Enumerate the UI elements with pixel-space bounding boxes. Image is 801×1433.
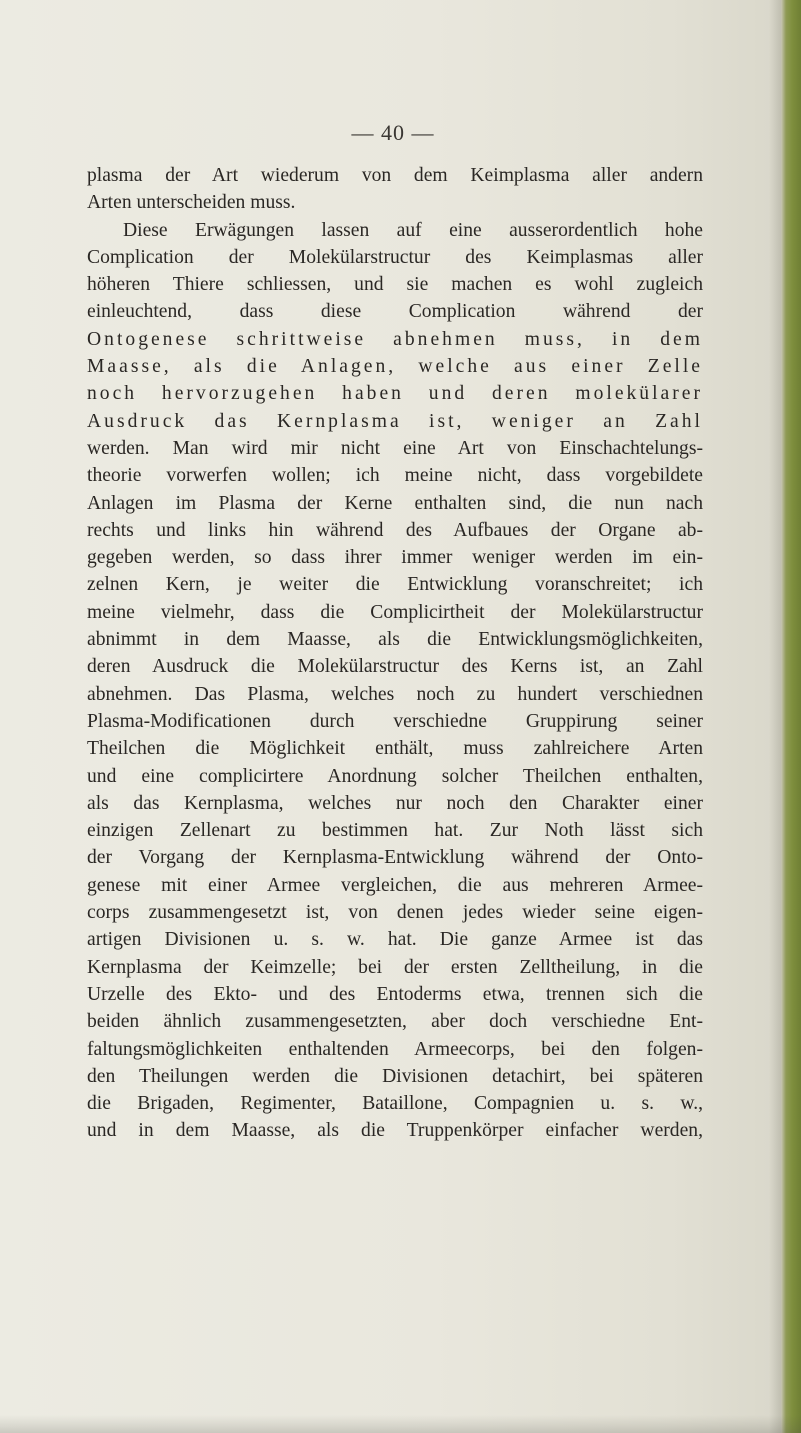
text-line: noch hervorzugehen haben und deren molekülarer xyxy=(87,383,703,405)
text-line: Ontogenese schrittweise abnehmen muss, in dem xyxy=(87,328,703,350)
text-line: werden. Man wird mir nicht eine Art von Einschachtelungs- xyxy=(87,437,703,459)
text-line: Arten unterscheiden muss. xyxy=(87,192,296,214)
page-number: — 40 — xyxy=(351,120,435,145)
text-line: Diese Erwägungen lassen auf eine ausserordentlich hohe xyxy=(123,219,703,241)
text-line: Complication der Molekülarstructur des Keimplasmas aller xyxy=(87,246,703,268)
text-line: Anlagen im Plasma der Kerne enthalten sind, die nun nach xyxy=(87,492,703,514)
text-line: und eine complicirtere Anordnung solcher Theilchen enthalten, xyxy=(87,765,703,787)
text-line: deren Ausdruck die Molekülarstructur des Kerns ist, an Zahl xyxy=(87,656,703,678)
text-line: corps zusammengesetzt ist, von denen jedes wieder seine eigen- xyxy=(87,902,703,924)
text-line: den Theilungen werden die Divisionen detachirt, bei späteren xyxy=(87,1065,703,1087)
text-line: beiden ähnlich zusammengesetzten, aber doch verschiedne Ent- xyxy=(87,1011,703,1033)
text-line: artigen Divisionen u. s. w. hat. Die ganze Armee ist das xyxy=(87,929,703,951)
text-line: Plasma-Modificationen durch verschiedne Gruppirung seiner xyxy=(87,710,703,732)
text-line: Maasse, als die Anlagen, welche aus einer Zelle xyxy=(87,356,703,378)
text-line: einzigen Zellenart zu bestimmen hat. Zur Noth lässt sich xyxy=(87,820,703,842)
text-line: Ausdruck das Kernplasma ist, weniger an Zahl xyxy=(87,410,703,432)
text-line: die Brigaden, Regimenter, Bataillone, Compagnien u. s. w., xyxy=(87,1093,703,1115)
text-line: und in dem Maasse, als die Truppenkörper einfacher werden, xyxy=(87,1120,703,1142)
body-text xyxy=(87,162,703,1145)
text-line: abnehmen. Das Plasma, welches noch zu hundert verschiednen xyxy=(87,683,703,705)
text-line: theorie vorwerfen wollen; ich meine nicht, dass vorgebildete xyxy=(87,465,703,487)
page-bottom-edge xyxy=(0,1415,801,1433)
text-line: Urzelle des Ekto- und des Entoderms etwa, trennen sich die xyxy=(87,983,703,1005)
text-line: Kernplasma der Keimzelle; bei der ersten Zelltheilung, in die xyxy=(87,956,703,978)
book-binding-edge xyxy=(781,0,801,1433)
text-line: plasma der Art wiederum von dem Keimplasma aller andern xyxy=(87,165,703,186)
text-line: der Vorgang der Kernplasma-Entwicklung während der Onto- xyxy=(87,847,703,869)
text-line: faltungsmöglichkeiten enthaltenden Armeecorps, bei den folgen- xyxy=(87,1038,703,1060)
text-line: zelnen Kern, je weiter die Entwicklung voranschreitet; ich xyxy=(87,574,703,596)
text-line: Theilchen die Möglichkeit enthält, muss zahlreichere Arten xyxy=(87,738,703,760)
text-line: einleuchtend, dass diese Complication während der xyxy=(87,301,703,323)
text-line: höheren Thiere schliessen, und sie machen es wohl zugleich xyxy=(87,274,703,296)
text-line: meine vielmehr, dass die Complicirtheit der Molekülarstructur xyxy=(87,601,703,623)
text-line: gegeben werden, so dass ihrer immer weniger werden im ein- xyxy=(87,547,703,569)
text-line: genese mit einer Armee vergleichen, die aus mehreren Armee- xyxy=(87,874,703,896)
text-line: als das Kernplasma, welches nur noch den Charakter einer xyxy=(87,792,703,814)
text-line: rechts und links hin während des Aufbaues der Organe ab- xyxy=(87,519,703,541)
text-line: abnimmt in dem Maasse, als die Entwicklungsmöglichkeiten, xyxy=(87,629,703,651)
